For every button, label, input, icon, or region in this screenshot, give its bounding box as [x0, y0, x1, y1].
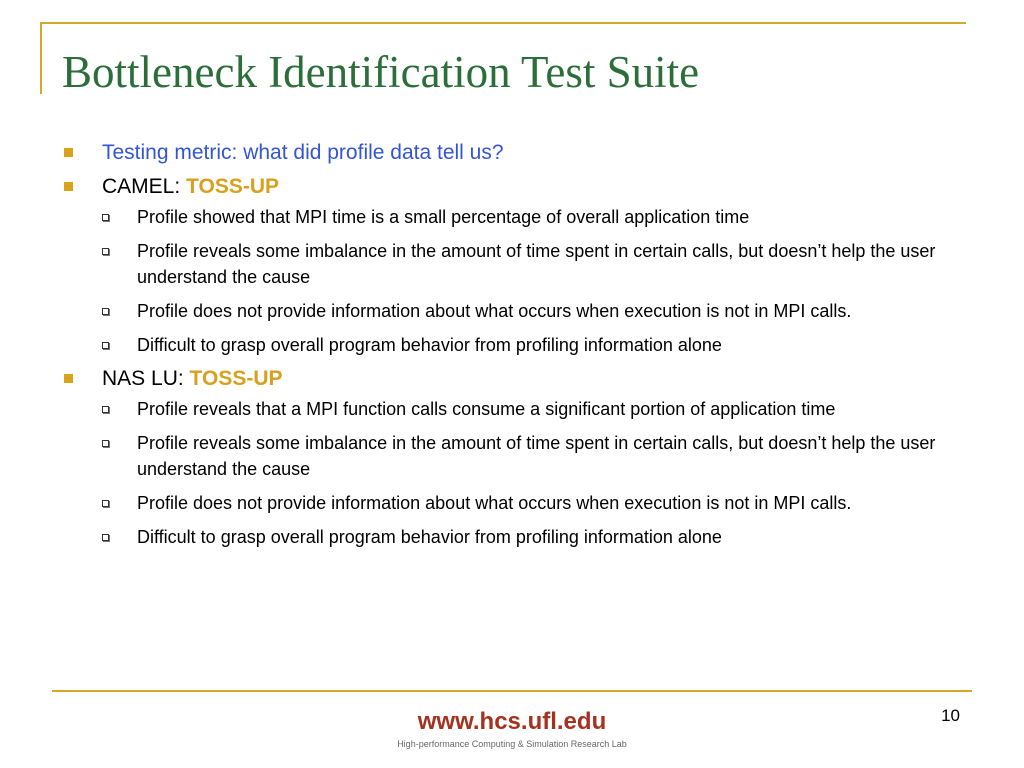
hollow-square-bullet-icon [102, 248, 109, 255]
hollow-square-bullet-icon [102, 308, 109, 315]
list-item [102, 204, 962, 230]
naslu-item-text: Profile does not provide information about what occurs when execution is not in MPI calls. [137, 493, 852, 513]
hollow-square-bullet-icon [102, 342, 109, 349]
camel-item-text: Difficult to grasp overall program behavior from profiling information alone [137, 335, 722, 355]
list-item [102, 490, 962, 516]
naslu-sub-list [102, 396, 962, 550]
footer-divider [52, 690, 972, 692]
list-item [102, 396, 962, 422]
list-item [102, 332, 962, 358]
hollow-square-bullet-icon [102, 214, 109, 221]
naslu-item-text: Difficult to grasp overall program behavior from profiling information alone [137, 527, 722, 547]
list-item [102, 238, 962, 290]
footer-url-logo: www.hcs.ufl.edu [417, 708, 607, 735]
frame-left-line [40, 22, 42, 94]
slide-content [62, 140, 962, 558]
square-bullet-icon [64, 148, 73, 157]
list-item [102, 298, 962, 324]
hollow-square-bullet-icon [102, 440, 109, 447]
frame-top-line [40, 22, 966, 24]
square-bullet-icon [64, 182, 73, 191]
page-number: 10 [941, 706, 960, 725]
camel-verdict: TOSS-UP [186, 175, 279, 198]
footer-lab-name: High-performance Computing & Simulation Research Lab [397, 739, 627, 749]
testing-metric-text: Testing metric: what did profile data tell us? [102, 141, 504, 164]
slide-title: Bottleneck Identification Test Suite [62, 47, 700, 97]
hollow-square-bullet-icon [102, 406, 109, 413]
list-item [102, 430, 962, 482]
naslu-label: NAS LU: [102, 367, 190, 390]
camel-item-text: Profile reveals some imbalance in the amount of time spent in certain calls, but doesn’t help the user understand the cause [137, 241, 936, 287]
hollow-square-bullet-icon [102, 534, 109, 541]
naslu-item-text: Profile reveals that a MPI function calls consume a significant portion of application time [137, 399, 836, 419]
camel-item-text: Profile showed that MPI time is a small percentage of overall application time [137, 207, 750, 227]
hollow-square-bullet-icon [102, 500, 109, 507]
camel-item-text: Profile does not provide information about what occurs when execution is not in MPI calls. [137, 301, 852, 321]
naslu-verdict: TOSS-UP [189, 367, 283, 390]
camel-sub-list [102, 204, 962, 358]
bullet-nas-lu [62, 366, 962, 550]
bullet-camel [62, 174, 962, 358]
list-item [102, 524, 962, 550]
camel-label: CAMEL: [102, 175, 187, 198]
square-bullet-icon [64, 374, 73, 383]
naslu-item-text: Profile reveals some imbalance in the amount of time spent in certain calls, but doesn’t help the user understand the cause [137, 433, 936, 479]
bullet-testing-metric [62, 140, 962, 166]
